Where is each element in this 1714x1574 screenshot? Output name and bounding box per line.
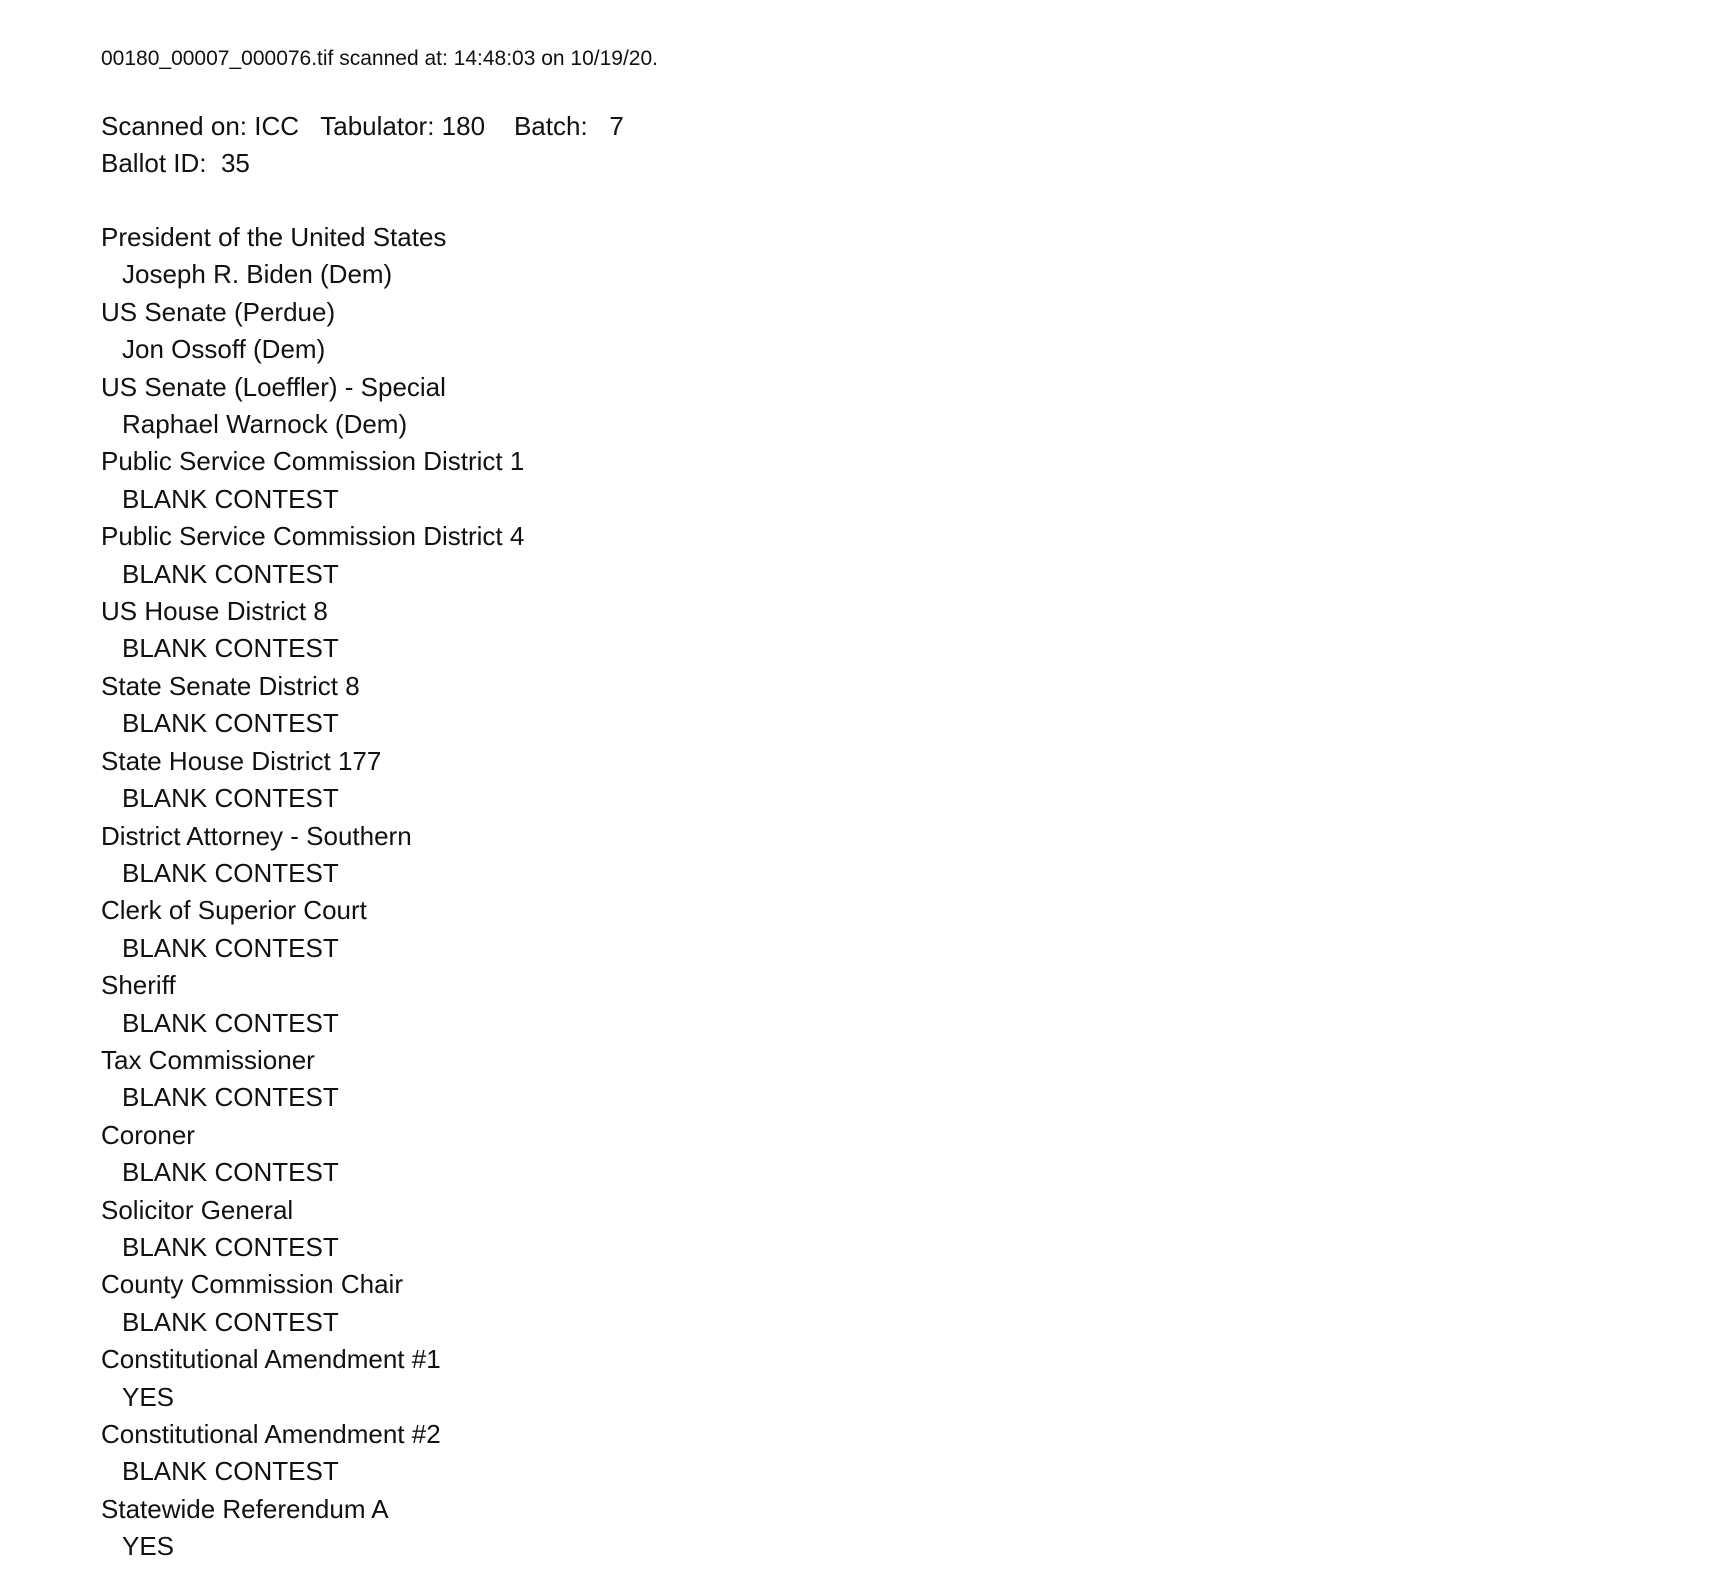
contest-choice: BLANK CONTEST [122,708,339,739]
tabulator-value: 180 [441,111,486,141]
contest-title: US Senate (Perdue) [101,296,336,327]
contest-title: Clerk of Superior Court [101,895,367,926]
tabulator-label: Tabulator: [320,111,435,141]
contest-choice: Joseph R. Biden (Dem) [122,259,393,290]
contest-choice: Jon Ossoff (Dem) [122,334,326,365]
contest-choice: BLANK CONTEST [122,932,339,963]
ballot-header [101,108,1714,182]
contest-title: Constitutional Amendment #2 [101,1419,441,1449]
contest-choice: BLANK CONTEST [122,1007,339,1038]
contest-title: County Commission Chair [101,1269,403,1300]
contest-item [101,1416,1714,1491]
contest-item [101,1192,1714,1267]
scanned-on-label: Scanned on: [101,111,248,141]
ballot-report [101,44,1714,1566]
contest-title: Solicitor General [101,1194,294,1225]
contest-title: US Senate (Loeffler) - Special [101,371,446,402]
contest-item [101,443,1714,518]
contest-title: State House District 177 [101,745,382,776]
scanned-on-value: ICC [254,111,300,141]
ballot-id-value: 35 [220,148,250,178]
contest-choice: BLANK CONTEST [122,1157,339,1188]
contest-item [101,668,1714,743]
contest-title: Sheriff [101,970,176,1001]
contest-item [101,219,1714,294]
contest-title: Coroner [101,1119,195,1150]
contest-choice: BLANK CONTEST [122,857,339,888]
contest-item [101,1042,1714,1117]
contest-item [101,818,1714,893]
scan-info-line: 00180_00007_000076.tif scanned at: 14:48:03 on 10/19/20. [101,47,658,70]
contest-choice: BLANK CONTEST [122,783,339,814]
ballot-id-label: Ballot ID: [101,148,207,178]
contest-title: Constitutional Amendment #1 [101,1344,441,1375]
contest-item [101,1341,1714,1416]
scan-details-row [101,108,1714,145]
contest-title: Public Service Commission District 1 [101,446,525,477]
ballot-id-row [101,145,1714,182]
contest-item [101,518,1714,593]
contest-title: Public Service Commission District 4 [101,521,525,552]
contest-item [101,967,1714,1042]
contest-choice: Raphael Warnock (Dem) [122,409,408,440]
contest-item [101,1491,1714,1566]
contest-choice: BLANK CONTEST [122,1231,339,1262]
contest-item [101,593,1714,668]
contest-item [101,892,1714,967]
contest-choice: BLANK CONTEST [122,1306,339,1337]
contest-choice: YES [122,1531,175,1562]
batch-value: 7 [609,111,624,141]
contest-choice: YES [122,1381,175,1412]
contest-title: State Senate District 8 [101,670,360,701]
contest-item [101,294,1714,369]
contest-item [101,1266,1714,1341]
contest-choice: BLANK CONTEST [122,483,339,514]
contest-title: Tax Commissioner [101,1044,315,1075]
contest-item [101,1117,1714,1192]
contest-title: District Attorney - Southern [101,820,412,851]
contest-item [101,369,1714,444]
batch-label: Batch: [513,111,588,141]
contest-item [101,743,1714,818]
contest-title: Statewide Referendum A [101,1493,389,1524]
contest-list [101,219,1714,1566]
contest-choice: BLANK CONTEST [122,633,339,664]
contest-choice: BLANK CONTEST [122,1456,339,1487]
contest-title: President of the United States [101,222,447,252]
contest-choice: BLANK CONTEST [122,558,339,589]
contest-title: US House District 8 [101,596,328,627]
contest-choice: BLANK CONTEST [122,1082,339,1113]
